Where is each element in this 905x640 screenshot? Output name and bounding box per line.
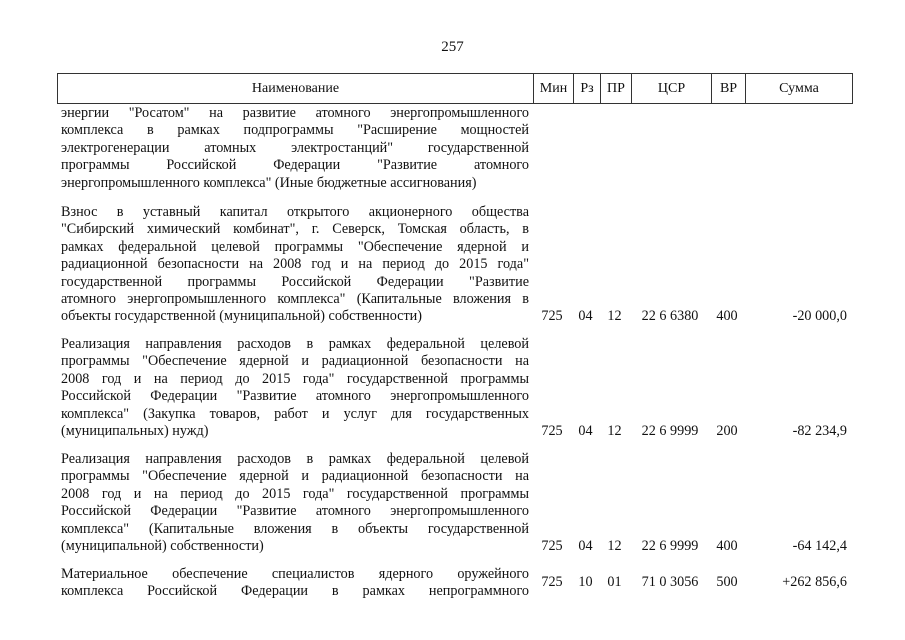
text-line: энергопромышленного комплекса" (Иные бюджетные ассигнования)	[61, 174, 477, 191]
text-line: государственной программы Российской Федерации "Развитие	[61, 273, 529, 290]
cell-sum: -20 000,0	[792, 308, 847, 324]
text-line: 2008 год и на период до 2015 года" государственной программы	[61, 370, 529, 387]
text-line: радиационной безопасности на 2008 год и на период до 2015 года"	[61, 256, 529, 273]
cell-pr: 12	[607, 423, 622, 439]
text-line: комплекса" (Капитальные вложения в объекты государственной	[61, 520, 529, 537]
cell-csr: 71 0 3056	[641, 574, 699, 590]
header-sum: Сумма	[745, 74, 852, 103]
cell-rz: 10	[578, 574, 593, 590]
table-header	[57, 73, 853, 104]
cell-pr: 01	[607, 574, 622, 590]
text-line: Материальное обеспечение специалистов ядерного оружейного	[61, 566, 529, 582]
row-description	[61, 204, 529, 326]
header-pr: ПР	[600, 74, 631, 103]
cell-rz: 04	[578, 423, 593, 439]
cell-vr: 400	[716, 308, 738, 324]
header-rz: Рз	[573, 74, 600, 103]
text-line: программы "Обеспечение ядерной и радиационной безопасности на	[61, 353, 529, 370]
text-line: комплекса в рамках подпрограммы "Расширение мощностей	[61, 122, 529, 139]
cell-csr: 22 6 6380	[641, 308, 699, 324]
text-line: (муниципальной) собственности)	[61, 538, 264, 555]
cell-csr: 22 6 9999	[641, 423, 699, 439]
text-line: (муниципальных) нужд)	[61, 423, 209, 440]
text-line: Реализация направления расходов в рамках федеральной целевой	[61, 451, 529, 467]
text-line: программы "Обеспечение ядерной и радиационной безопасности на	[61, 468, 529, 485]
cell-csr: 22 6 9999	[641, 538, 699, 554]
header-min: Мин	[533, 74, 573, 103]
text-line: Российской Федерации "Развитие атомного энергопромышленного	[61, 503, 529, 520]
cell-vr: 400	[716, 538, 738, 554]
cell-vr: 200	[716, 423, 738, 439]
row-description	[61, 566, 529, 601]
text-line: Российской Федерации "Развитие атомного энергопромышленного	[61, 388, 529, 405]
text-line: Реализация направления расходов в рамках федеральной целевой	[61, 336, 529, 352]
cell-pr: 12	[607, 308, 622, 324]
cell-min: 725	[541, 423, 563, 439]
header-vr: ВР	[711, 74, 745, 103]
cell-min: 725	[541, 574, 563, 590]
row-description	[61, 451, 529, 555]
cell-vr: 500	[716, 574, 738, 590]
text-line: объекты государственной (муниципальной) собственности)	[61, 308, 422, 325]
page-number: 257	[441, 39, 464, 55]
row-description	[61, 105, 529, 192]
cell-pr: 12	[607, 538, 622, 554]
text-line: программы Российской Федерации "Развитие атомного	[61, 157, 529, 174]
text-line: комплекса Российской Федерации в рамках непрограммного	[61, 583, 529, 600]
text-line: рамках федеральной целевой программы "Обеспечение ядерной и	[61, 238, 529, 255]
text-line: Взнос в уставный капитал открытого акционерного общества	[61, 204, 529, 220]
cell-min: 725	[541, 308, 563, 324]
header-csr: ЦСР	[631, 74, 711, 103]
cell-sum: -64 142,4	[792, 538, 847, 554]
text-line: атомного энергопромышленного комплекса" (Капитальные вложения в	[61, 291, 529, 308]
text-line: "Сибирский химический комбинат", г. Северск, Томская область, в	[61, 221, 529, 238]
text-line: энергии "Росатом" на развитие атомного энергопромышленного	[61, 105, 529, 121]
text-line: электрогенерации атомных электростанций" государственной	[61, 139, 529, 156]
cell-sum: +262 856,6	[782, 574, 847, 590]
cell-sum: -82 234,9	[792, 423, 847, 439]
row-description	[61, 336, 529, 440]
cell-rz: 04	[578, 538, 593, 554]
cell-rz: 04	[578, 308, 593, 324]
header-name: Наименование	[251, 80, 340, 96]
text-line: 2008 год и на период до 2015 года" государственной программы	[61, 485, 529, 502]
cell-min: 725	[541, 538, 563, 554]
text-line: комплекса" (Закупка товаров, работ и услуг для государственных	[61, 405, 529, 422]
